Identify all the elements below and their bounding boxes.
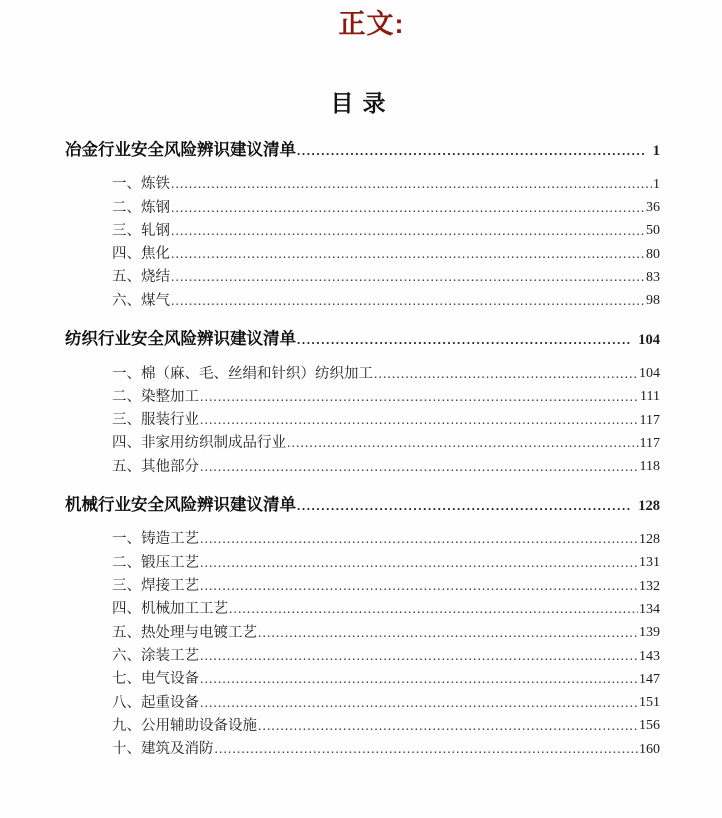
page-number: 132 [639, 578, 660, 594]
dot-leader [200, 412, 639, 429]
toc-section-heading-row [65, 496, 660, 515]
toc-item-title: 一、棉（麻、毛、丝绢和针织）纺织加工 [112, 365, 373, 382]
page-number: 151 [639, 695, 660, 711]
toc-section-heading-row [65, 141, 660, 160]
toc-section-title: 纺织行业安全风险辨识建议清单 [65, 329, 296, 348]
toc-item-title: 二、锻压工艺 [112, 554, 199, 571]
toc-section-title: 机械行业安全风险辨识建议清单 [65, 495, 296, 514]
toc-item-row [112, 622, 660, 645]
toc-item-row [112, 598, 660, 621]
toc-item-title: 六、煤气 [112, 292, 170, 309]
page-number: 98 [646, 293, 660, 309]
page-number: 143 [639, 648, 660, 664]
page-number: 83 [646, 270, 660, 286]
dot-leader [200, 389, 639, 406]
toc-item-title: 五、其他部分 [112, 458, 199, 475]
toc-item-row [112, 243, 660, 266]
toc-item-row [112, 409, 660, 432]
page-number: 160 [639, 741, 660, 757]
page-number: 147 [639, 671, 660, 687]
dot-leader [171, 246, 645, 263]
toc-item-title: 三、焊接工艺 [112, 578, 199, 595]
toc-item-row [112, 173, 660, 196]
toc-item-row [112, 362, 660, 385]
page-number: 117 [639, 435, 660, 451]
toc-item-row [112, 738, 660, 761]
toc-item-row [112, 668, 660, 691]
page-number: 36 [646, 200, 660, 216]
dot-leader [200, 695, 638, 712]
toc-item-title: 一、铸造工艺 [112, 531, 199, 548]
toc-item-row [112, 456, 660, 479]
page-number: 128 [638, 498, 660, 515]
toc-item-row [112, 528, 660, 551]
dot-leader [171, 176, 652, 193]
toc-item-row [112, 196, 660, 219]
page-number: 104 [638, 332, 660, 349]
toc-section [65, 496, 660, 761]
dot-leader [171, 269, 645, 286]
toc-item-title: 四、机械加工工艺 [112, 601, 228, 618]
toc-item-title: 五、烧结 [112, 269, 170, 286]
toc-item-title: 三、轧钢 [112, 222, 170, 239]
toc-item-title: 八、起重设备 [112, 694, 199, 711]
toc-item-title: 六、涂装工艺 [112, 647, 199, 664]
dot-leader [200, 459, 639, 476]
dot-leader [258, 718, 638, 735]
toc-item-row [112, 266, 660, 289]
toc-section-title: 冶金行业安全风险辨识建议清单 [65, 140, 296, 159]
toc-item-row [112, 691, 660, 714]
toc-item-title: 七、电气设备 [112, 671, 199, 688]
toc-item-row [112, 645, 660, 668]
dot-leader [258, 625, 638, 642]
dot-leader [200, 531, 638, 548]
toc-item-row [112, 552, 660, 575]
page-number: 111 [640, 389, 660, 405]
toc-item-row [112, 220, 660, 243]
page-number: 1 [652, 143, 660, 160]
page-number: 104 [639, 366, 660, 382]
toc-item-row [112, 575, 660, 598]
body-section-label: 正文: [338, 9, 405, 39]
toc-section [65, 330, 660, 479]
dot-leader [374, 366, 638, 383]
dot-leader [297, 141, 647, 160]
dot-leader [229, 601, 638, 618]
toc-item-title: 二、染整加工 [112, 388, 199, 405]
dot-leader [297, 496, 632, 515]
page-number: 134 [639, 601, 660, 617]
page-number: 1 [653, 176, 660, 192]
page-number: 117 [639, 412, 660, 428]
dot-leader [297, 330, 632, 349]
dot-leader [171, 293, 645, 310]
toc-item-row [112, 715, 660, 738]
dot-leader [200, 671, 638, 688]
toc-item-title: 五、热处理与电镀工艺 [112, 624, 257, 641]
toc-item-row [112, 290, 660, 313]
page-number: 156 [639, 718, 660, 734]
toc-item-title: 九、公用辅助设备设施 [112, 717, 257, 734]
page-number: 139 [639, 625, 660, 641]
dot-leader [215, 741, 639, 758]
toc-item-title: 四、焦化 [112, 246, 170, 263]
page-number: 118 [639, 459, 660, 475]
dot-leader [171, 200, 645, 217]
toc-title: 目录 [330, 90, 395, 116]
toc-item-title: 二、炼钢 [112, 199, 170, 216]
toc-item-row [112, 432, 660, 455]
toc-item-row [112, 386, 660, 409]
toc-item-title: 三、服装行业 [112, 412, 199, 429]
toc-item-title: 十、建筑及消防 [112, 741, 214, 758]
dot-leader [200, 648, 638, 665]
page-number: 50 [646, 223, 660, 239]
dot-leader [200, 555, 638, 572]
toc-section [65, 141, 660, 313]
dot-leader [287, 435, 639, 452]
dot-leader [200, 578, 638, 595]
toc-section-heading-row [65, 330, 660, 349]
toc-item-title: 四、非家用纺织制成品行业 [112, 435, 286, 452]
page-number: 131 [639, 555, 660, 571]
page-number: 80 [646, 246, 660, 262]
page-number: 128 [639, 532, 660, 548]
dot-leader [171, 223, 645, 240]
toc-item-title: 一、炼铁 [112, 176, 170, 193]
toc [65, 141, 660, 762]
